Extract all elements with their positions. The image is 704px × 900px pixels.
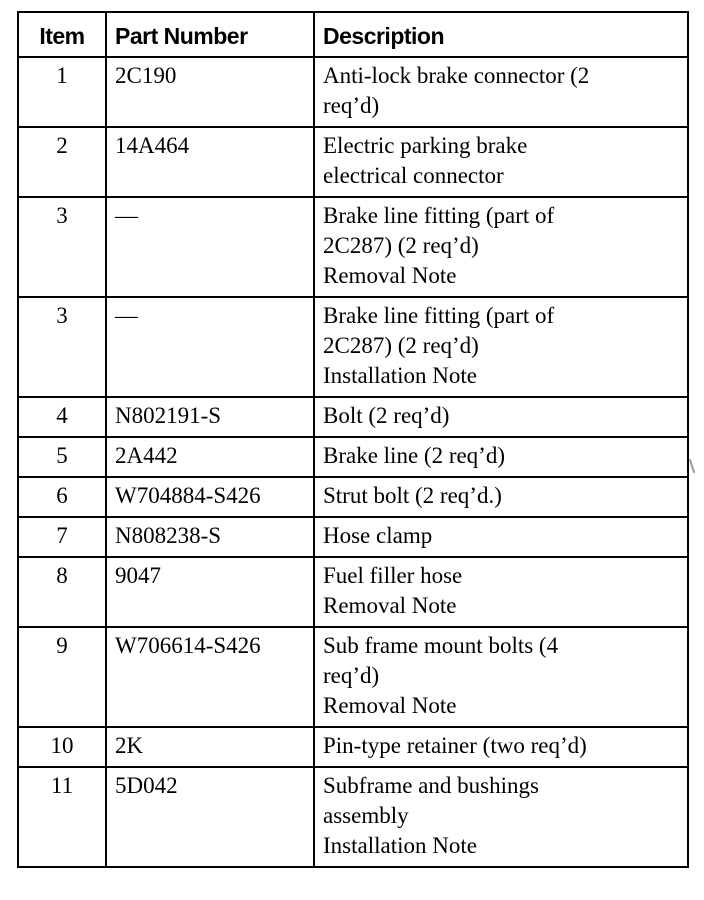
item-cell: 9	[18, 627, 106, 727]
table-row	[18, 297, 688, 397]
description-line: req’d)	[323, 663, 380, 688]
part-number-cell: W706614-S426	[106, 627, 314, 727]
table-row	[18, 767, 688, 867]
part-number-cell: 2A442	[106, 437, 314, 477]
description-line: assembly	[323, 803, 409, 828]
header-description: Description	[314, 12, 688, 57]
table-row	[18, 397, 688, 437]
header-item: Item	[18, 12, 106, 57]
part-number-cell: 5D042	[106, 767, 314, 867]
description-line: Hose clamp	[323, 523, 433, 548]
table-row	[18, 197, 688, 297]
description-line: Strut bolt (2 req’d.)	[323, 483, 502, 508]
description-line: Installation Note	[323, 363, 477, 388]
description-cell	[314, 297, 688, 397]
description-cell	[314, 197, 688, 297]
table-body	[18, 57, 688, 867]
part-number-cell: —	[106, 297, 314, 397]
description-line: Installation Note	[323, 833, 477, 858]
description-cell	[314, 517, 688, 557]
description-line: Pin-type retainer (two req’d)	[323, 733, 587, 758]
table-row	[18, 127, 688, 197]
header-row	[18, 12, 688, 57]
header-part-number: Part Number	[106, 12, 314, 57]
table-row	[18, 437, 688, 477]
description-line: Brake line (2 req’d)	[323, 443, 506, 468]
part-number-cell: —	[106, 197, 314, 297]
description-line: electrical connector	[323, 163, 504, 188]
description-line: 2C287) (2 req’d)	[323, 333, 479, 358]
description-line: Removal Note	[323, 693, 457, 718]
item-cell: 10	[18, 727, 106, 767]
description-cell	[314, 397, 688, 437]
item-cell: 3	[18, 197, 106, 297]
description-cell	[314, 557, 688, 627]
part-number-cell: 2K	[106, 727, 314, 767]
table-row	[18, 477, 688, 517]
description-cell	[314, 477, 688, 517]
description-cell	[314, 57, 688, 127]
part-number-cell: W704884-S426	[106, 477, 314, 517]
description-line: Brake line fitting (part of	[323, 203, 555, 228]
description-line: Bolt (2 req’d)	[323, 403, 450, 428]
item-cell: 3	[18, 297, 106, 397]
description-line: Brake line fitting (part of	[323, 303, 555, 328]
item-cell: 8	[18, 557, 106, 627]
description-line: Anti-lock brake connector (2	[323, 63, 590, 88]
description-line: Fuel filler hose	[323, 563, 463, 588]
parts-table	[17, 11, 689, 868]
item-cell: 6	[18, 477, 106, 517]
part-number-cell: N802191-S	[106, 397, 314, 437]
item-cell: 4	[18, 397, 106, 437]
table-row	[18, 627, 688, 727]
part-number-cell: 2C190	[106, 57, 314, 127]
description-cell	[314, 767, 688, 867]
description-line: Sub frame mount bolts (4	[323, 633, 559, 658]
description-line: Removal Note	[323, 593, 457, 618]
description-line: 2C287) (2 req’d)	[323, 233, 479, 258]
description-cell	[314, 627, 688, 727]
part-number-cell: 14A464	[106, 127, 314, 197]
description-line: Subframe and bushings	[323, 773, 539, 798]
item-cell: 5	[18, 437, 106, 477]
description-line: Removal Note	[323, 263, 457, 288]
table-row	[18, 57, 688, 127]
description-line: req’d)	[323, 93, 380, 118]
description-cell	[314, 727, 688, 767]
item-cell: 11	[18, 767, 106, 867]
description-cell	[314, 437, 688, 477]
table-header	[18, 12, 688, 57]
scan-artifact-mark	[689, 459, 695, 473]
item-cell: 1	[18, 57, 106, 127]
description-cell	[314, 127, 688, 197]
table-row	[18, 727, 688, 767]
item-cell: 7	[18, 517, 106, 557]
part-number-cell: 9047	[106, 557, 314, 627]
part-number-cell: N808238-S	[106, 517, 314, 557]
table-row	[18, 517, 688, 557]
table-row	[18, 557, 688, 627]
description-line: Electric parking brake	[323, 133, 528, 158]
item-cell: 2	[18, 127, 106, 197]
